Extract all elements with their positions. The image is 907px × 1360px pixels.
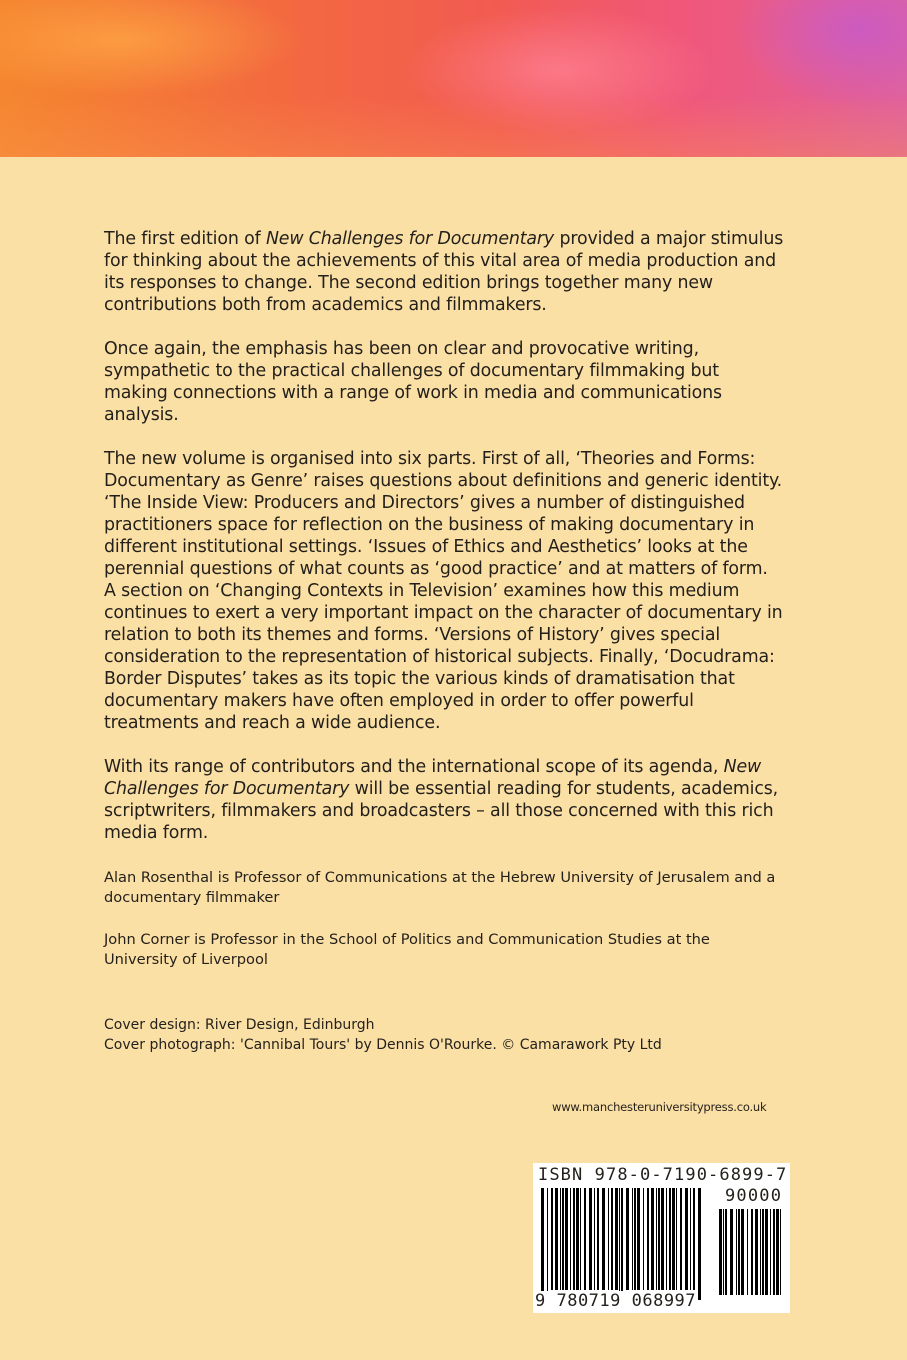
- barcode-bar: [666, 1188, 667, 1290]
- isbn-barcode: [533, 1163, 790, 1313]
- barcode-bar: [634, 1188, 636, 1290]
- barcode-bar: [770, 1209, 771, 1295]
- barcode-bar: [736, 1209, 737, 1295]
- barcode-bar: [747, 1209, 748, 1295]
- barcode-bar: [608, 1188, 609, 1290]
- barcode-bar: [602, 1188, 605, 1290]
- barcode-bar: [669, 1188, 671, 1290]
- cover-credits: [104, 1015, 662, 1055]
- barcode-bar: [576, 1188, 579, 1290]
- barcode-bar: [690, 1188, 691, 1290]
- author-bio-rosenthal: Alan Rosenthal is Professor of Communications at the Hebrew University of Jerusalem and a documentary filmmaker: [104, 869, 776, 906]
- barcode-bar: [738, 1209, 740, 1295]
- barcode-bar: [672, 1188, 675, 1290]
- barcode-bar: [698, 1188, 701, 1300]
- barcode-bar: [562, 1188, 564, 1290]
- barcode-bar: [584, 1188, 586, 1290]
- barcode-bar: [762, 1209, 764, 1295]
- barcode-bar: [570, 1188, 571, 1290]
- barcode-bar: [626, 1188, 629, 1290]
- barcode-bar: [651, 1188, 654, 1290]
- barcode-bar: [637, 1188, 640, 1290]
- barcode-bar: [555, 1188, 558, 1290]
- barcode-bar: [580, 1188, 581, 1290]
- publisher-url: www.manchesteruniversitypress.co.uk: [552, 1100, 767, 1114]
- barcode-bar: [573, 1188, 575, 1290]
- barcode-bar: [656, 1188, 657, 1290]
- book-title: New Challenges for Documentary: [104, 757, 762, 799]
- barcode-bar: [725, 1209, 727, 1295]
- barcode-bar: [594, 1188, 595, 1290]
- barcode-bar: [730, 1209, 733, 1295]
- barcode-bar: [693, 1188, 695, 1290]
- barcode-bar: [719, 1209, 722, 1295]
- barcode-bar: [680, 1188, 682, 1290]
- cover-photo-band: [0, 0, 907, 157]
- barcode-bar: [765, 1209, 768, 1295]
- barcode-bar: [597, 1188, 599, 1290]
- barcode-bar: [565, 1188, 568, 1290]
- author-bio-corner: John Corner is Professor in the School of Politics and Communication Studies at the University of Liverpool: [104, 931, 710, 968]
- addon-bars: [719, 1209, 785, 1305]
- ean-bars: [541, 1188, 701, 1300]
- barcode-bar: [560, 1188, 561, 1290]
- barcode-bar: [647, 1188, 649, 1290]
- blurb: [104, 228, 784, 992]
- barcode-bar: [632, 1188, 633, 1290]
- book-title: New Challenges for Documentary: [265, 229, 555, 249]
- ean-digits: 9 780719 068997: [535, 1291, 697, 1311]
- barcode-bar: [658, 1188, 660, 1290]
- barcode-bar: [741, 1209, 744, 1295]
- blurb-paragraph-2: Once again, the emphasis has been on clear and provocative writing, sympathetic to the practical challenges of documentary filmmaking but making connections with a range of work in media and communications analysis.: [104, 339, 722, 425]
- cover-photo-credit: Cover photograph: 'Cannibal Tours' by Dennis O'Rourke. © Camarawork Pty Ltd: [104, 1037, 662, 1053]
- barcode-bar: [780, 1209, 781, 1295]
- barcode-bar: [760, 1209, 761, 1295]
- barcode-bar: [611, 1188, 613, 1290]
- barcode-bar: [619, 1188, 620, 1300]
- blurb-paragraph-1: The first edition of New Challenges for Documentary provided a major stimulus for thinking about the achievements of this vital area of media production and its responses to change. The second edition brings together many new contributions both from academics and filmmakers.: [104, 229, 784, 315]
- price-code: 90000: [725, 1186, 783, 1206]
- barcode-bar: [676, 1188, 677, 1290]
- barcode-bar: [547, 1188, 548, 1300]
- barcode-bar: [643, 1188, 644, 1290]
- barcode-bar: [776, 1209, 779, 1295]
- barcode-bar: [661, 1188, 664, 1290]
- blurb-paragraph-3: The new volume is organised into six parts. First of all, ‘Theories and Forms: Documentary as Genre’ raises questions about definitions and generic identity. ‘The Inside View: Producers and Directors’ gives a number of distinguished practitioners space for reflection on the business of making documentary in different institutional settings. ‘Issues of Ethics and Aesthetics’ looks at the perennial questions of what counts as ‘good practice’ and at matters of form. A section on ‘Changing Contexts in Television’ examines how this medium continues to exert a very important impact on the character of documentary in relation to both its themes and forms. ‘Versions of History’ gives special consideration to the representation of historical subjects. Finally, ‘Docudrama: Border Disputes’ takes as its topic the various kinds of dramatisation that documentary makers have often employed in order to offer powerful treatments and reach a wide audience.: [104, 449, 783, 733]
- barcode-bar: [551, 1188, 553, 1290]
- barcode-bar: [615, 1188, 618, 1290]
- barcode-bar: [541, 1188, 544, 1300]
- barcode-bar: [621, 1188, 623, 1300]
- barcode-bar: [589, 1188, 592, 1290]
- barcode-bar: [685, 1188, 688, 1290]
- blurb-paragraph-4: With its range of contributors and the international scope of its agenda, New Challenges for Documentary will be essential reading for students, academics, scriptwriters, filmmakers and broadcasters – all those concerned with this rich media form.: [104, 757, 779, 843]
- barcode-bar: [755, 1209, 758, 1295]
- cover-design-credit: Cover design: River Design, Edinburgh: [104, 1017, 375, 1033]
- barcode-bar: [723, 1209, 724, 1295]
- barcode-bar: [773, 1209, 775, 1295]
- isbn-label: ISBN 978-0-7190-6899-7: [538, 1165, 788, 1185]
- barcode-bar: [751, 1209, 753, 1295]
